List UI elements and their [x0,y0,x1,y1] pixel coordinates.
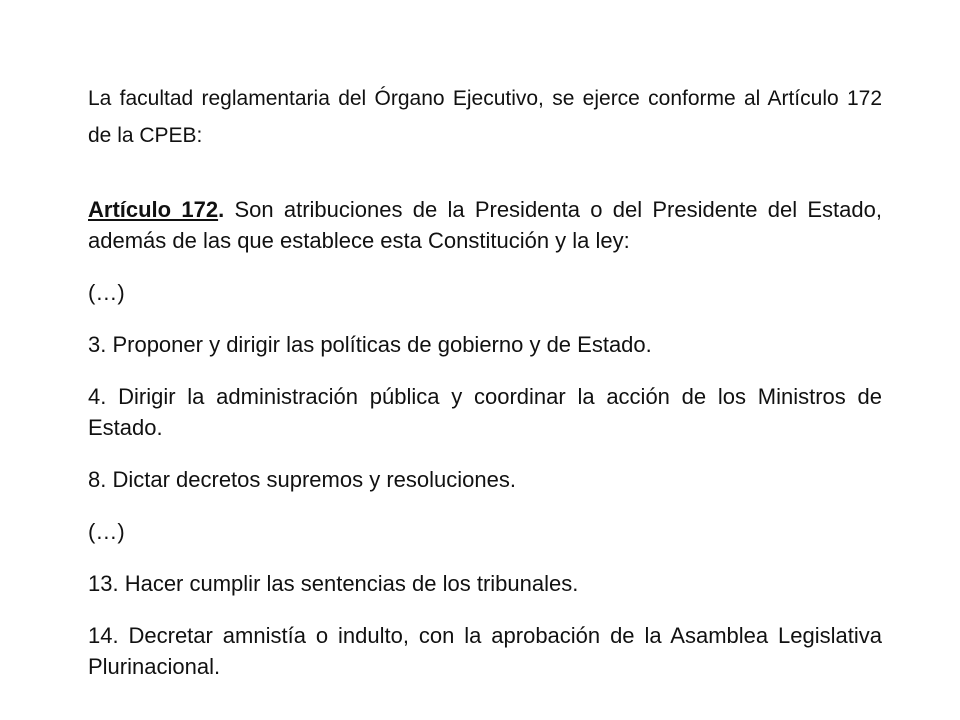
intro-paragraph: La facultad reglamentaria del Órgano Ejecutivo, se ejerce conforme al Artículo 172 de la CPEB: [88,87,882,147]
article-text: Son atribuciones de la Presidenta o del Presidente del Estado, además de las que establece esta Constitución y la ley: [88,197,882,253]
list-item-ellipsis-2: (…) [88,519,125,544]
list-item-13: 13. Hacer cumplir las sentencias de los tribunales. [88,571,579,596]
list-item-3: 3. Proponer y dirigir las políticas de gobierno y de Estado. [88,332,652,357]
list-item-4: 4. Dirigir la administración pública y coordinar la acción de los Ministros de Estado. [88,384,882,440]
document-body [88,80,882,682]
article-paragraph [88,194,882,256]
article-heading: Artículo 172 [88,197,219,222]
list-item-14: 14. Decretar amnistía o indulto, con la aprobación de la Asamblea Legislativa Plurinacional. [88,623,882,679]
article-heading-punctuation: . [218,197,225,222]
list-item-ellipsis-1: (…) [88,280,125,305]
list-item-8: 8. Dictar decretos supremos y resoluciones. [88,467,516,492]
